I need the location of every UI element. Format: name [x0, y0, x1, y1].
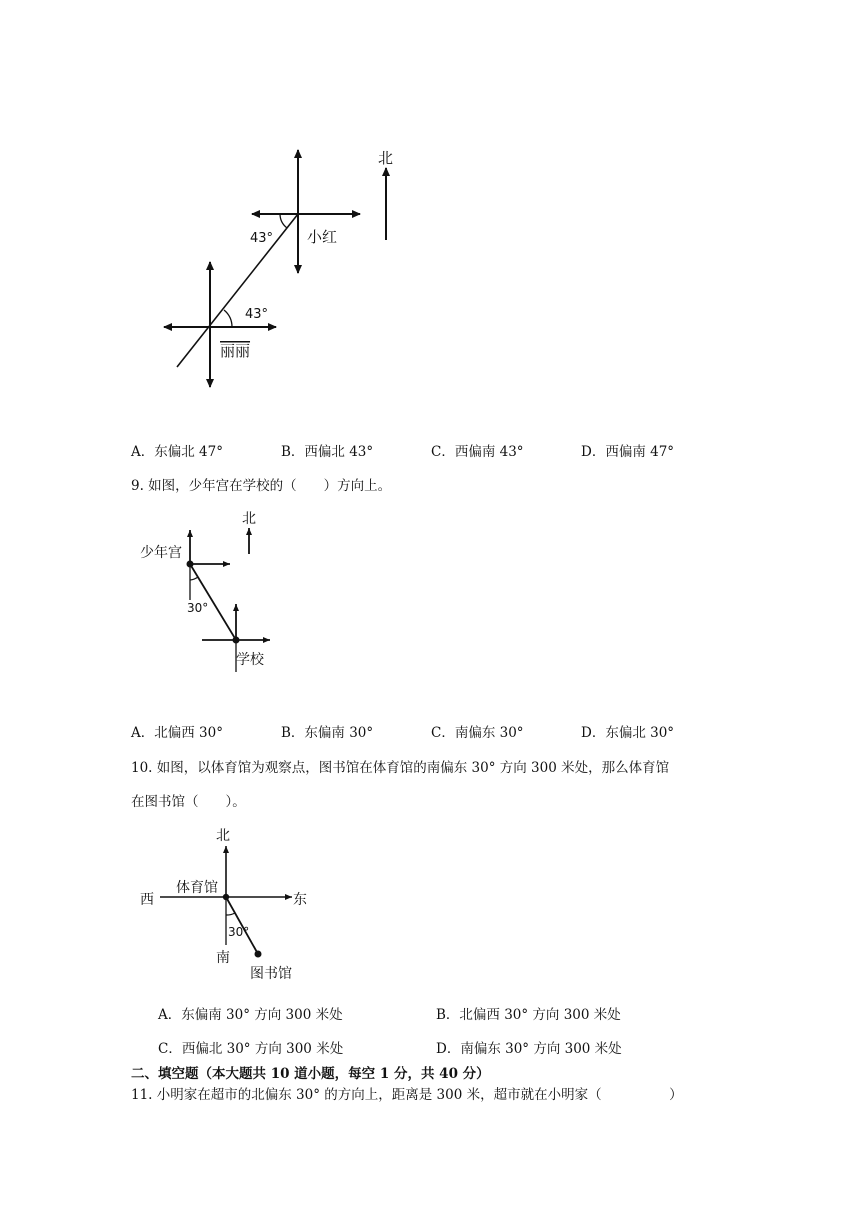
- q9-place-bottom-label: 学校: [236, 652, 264, 668]
- q10-east-label: 东: [293, 892, 307, 908]
- section2-heading: 二、填空题（本大题共 10 道小题，每空 1 分，共 40 分）: [131, 1066, 490, 1082]
- q8-angle-arc-bottom: [224, 310, 232, 327]
- q10-target-label: 图书馆: [250, 966, 292, 982]
- q10-diagram: [160, 846, 292, 958]
- q10-angle-label: 30°: [228, 925, 250, 939]
- q10-center-label: 体育馆: [176, 880, 218, 896]
- q9-angle-label: 30°: [187, 601, 209, 615]
- q8-north-label: 北: [378, 149, 394, 167]
- q9-north-label: 北: [242, 511, 256, 527]
- q10-south-label: 南: [216, 950, 230, 966]
- q8-angle-arc-top: [280, 214, 287, 228]
- q10-option-d: D．南偏东 30° 方向 300 米处: [436, 1041, 622, 1057]
- q11-stem: 11. 小明家在超市的北偏东 30° 的方向上，距离是 300 米，超市就在小明家（ ）: [131, 1087, 683, 1103]
- q8-option-b: B．西偏北 43°: [281, 444, 374, 460]
- q9-diagram: [187, 528, 271, 672]
- q10-stem-line1: 10. 如图，以体育馆为观察点，图书馆在体育馆的南偏东 30° 方向 300 米处，那么体育馆: [131, 760, 670, 776]
- q8-option-a: A．东偏北 47°: [131, 444, 223, 460]
- q10-stem-line2: 在图书馆（ ）。: [131, 794, 246, 810]
- q9-stem: 9. 如图，少年宫在学校的（ ）方向上。: [131, 478, 392, 494]
- q8-name-bottom-label: 丽丽: [220, 342, 251, 360]
- q9-option-a: A．北偏西 30°: [131, 725, 223, 741]
- q8-angle-bottom-label: 43°: [245, 307, 269, 322]
- q8-option-c: C．西偏南 43°: [431, 444, 524, 460]
- q8-compass-bottom: [164, 262, 276, 387]
- q10-north-label: 北: [216, 828, 230, 844]
- q9-option-d: D．东偏北 30°: [581, 725, 675, 741]
- q8-compass-top: [252, 150, 360, 273]
- q10-option-c: C．西偏北 30° 方向 300 米处: [158, 1041, 344, 1057]
- q9-option-b: B．东偏南 30°: [281, 725, 374, 741]
- q9-place-top-label: 少年宫: [140, 545, 182, 561]
- q9-option-c: C．南偏东 30°: [431, 725, 524, 741]
- q10-west-label: 西: [140, 892, 154, 908]
- q10-option-b: B．北偏西 30° 方向 300 米处: [436, 1007, 621, 1023]
- q8-angle-top-label: 43°: [250, 231, 274, 246]
- q8-name-top-label: 小红: [307, 228, 338, 246]
- q8-option-d: D．西偏南 47°: [581, 444, 675, 460]
- q10-option-a: A．东偏南 30° 方向 300 米处: [158, 1007, 343, 1023]
